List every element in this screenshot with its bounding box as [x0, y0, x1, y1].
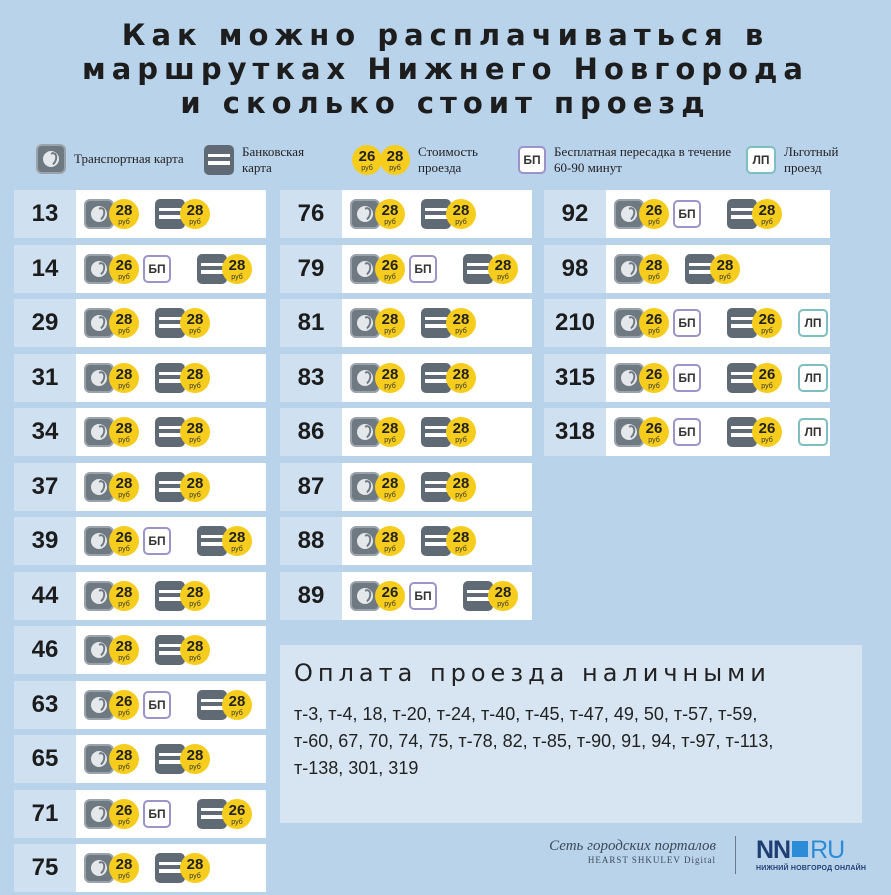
- price-coin-icon: 28 руб: [446, 199, 476, 229]
- route-payment-icons: [84, 299, 210, 347]
- route-number: 44: [14, 572, 76, 620]
- price-coin-icon: 28 руб: [375, 526, 405, 556]
- route-row: [280, 463, 532, 511]
- route-row: [280, 572, 532, 620]
- route-payment-icons: [84, 190, 210, 238]
- route-row: [544, 408, 830, 456]
- price-coin-icon: 28 руб: [109, 199, 139, 229]
- route-row: [14, 681, 266, 729]
- free-transfer-icon: БП: [143, 255, 171, 283]
- route-payment-icons: [84, 735, 210, 783]
- price-coin-icon: 28 руб: [109, 417, 139, 447]
- free-transfer-icon: БП: [673, 418, 701, 446]
- transport-card-icon: [36, 144, 66, 174]
- bank-card-icon: [204, 145, 234, 175]
- discount-icon: ЛП: [798, 309, 828, 337]
- title-line-2: маршрутках Нижнего Новгорода: [82, 52, 809, 86]
- price-coin-icon: 28 руб: [180, 472, 210, 502]
- route-payment-icons: [350, 517, 476, 565]
- route-row: [544, 245, 830, 293]
- price-coin-icon: 28 руб: [109, 581, 139, 611]
- coin-28-icon: 28 руб: [380, 145, 410, 175]
- price-coin-icon: 26 руб: [109, 526, 139, 556]
- route-number: 75: [14, 844, 76, 892]
- route-payment-icons: [350, 299, 476, 347]
- route-number: 34: [14, 408, 76, 456]
- route-number: 31: [14, 354, 76, 402]
- legend-discount-label: Льготный проезд: [784, 144, 839, 175]
- route-row: [14, 190, 266, 238]
- free-transfer-icon: БП: [143, 691, 171, 719]
- price-coin-icon: 26 руб: [639, 308, 669, 338]
- route-number: 13: [14, 190, 76, 238]
- price-coin-icon: 26 руб: [109, 254, 139, 284]
- title-line-1: Как можно расплачиваться в: [121, 18, 770, 52]
- route-row: [280, 408, 532, 456]
- route-number: 81: [280, 299, 342, 347]
- route-number: 76: [280, 190, 342, 238]
- legend-discount: [746, 144, 864, 176]
- route-payment-icons: [84, 245, 252, 293]
- price-coin-icon: 26 руб: [222, 799, 252, 829]
- route-row: [14, 790, 266, 838]
- price-coin-icon: 28 руб: [375, 472, 405, 502]
- discount-icon: ЛП: [746, 146, 776, 174]
- price-coin-icon: 28 руб: [180, 853, 210, 883]
- price-coin-icon: 28 руб: [180, 581, 210, 611]
- route-payment-icons: [350, 408, 476, 456]
- free-transfer-icon: БП: [518, 146, 546, 174]
- legend-bank-card-label: Банковская карта: [242, 144, 305, 175]
- network-line-2: HEARST SHKULEV Digital: [587, 855, 716, 865]
- price-coin-icon: 28 руб: [109, 363, 139, 393]
- route-row: [14, 626, 266, 674]
- price-coin-icon: 28 руб: [446, 526, 476, 556]
- route-row: [280, 517, 532, 565]
- price-coin-icon: 28 руб: [222, 526, 252, 556]
- route-number: 39: [14, 517, 76, 565]
- route-number: 83: [280, 354, 342, 402]
- route-payment-icons: [614, 408, 828, 456]
- route-payment-icons: [84, 844, 210, 892]
- route-number: 14: [14, 245, 76, 293]
- route-row: [544, 354, 830, 402]
- price-coin-icon: 26 руб: [752, 417, 782, 447]
- price-coin-icon: 26 руб: [375, 254, 405, 284]
- cash-payment-title: Оплата проезда наличными: [294, 659, 771, 687]
- route-row: [280, 299, 532, 347]
- route-number: 71: [14, 790, 76, 838]
- price-coin-icon: 28 руб: [375, 417, 405, 447]
- route-row: [14, 572, 266, 620]
- price-coin-icon: 28 руб: [446, 363, 476, 393]
- legend-transport-card: [36, 144, 184, 174]
- route-number: 79: [280, 245, 342, 293]
- route-payment-icons: [84, 572, 210, 620]
- route-number: 89: [280, 572, 342, 620]
- route-number: 37: [14, 463, 76, 511]
- legend-cost: [352, 144, 498, 176]
- price-coin-icon: 26 руб: [109, 799, 139, 829]
- price-coin-icon: 28 руб: [446, 308, 476, 338]
- route-number: 315: [544, 354, 606, 402]
- legend: [0, 144, 891, 188]
- route-row: [280, 245, 532, 293]
- footer-divider: [735, 836, 736, 874]
- route-number: 46: [14, 626, 76, 674]
- price-coin-icon: 28 руб: [222, 690, 252, 720]
- price-coin-icon: 28 руб: [375, 363, 405, 393]
- price-coin-icon: 28 руб: [446, 472, 476, 502]
- route-payment-icons: [84, 517, 252, 565]
- route-number: 87: [280, 463, 342, 511]
- legend-bank-card: [204, 144, 332, 176]
- price-coin-icon: 26 руб: [375, 581, 405, 611]
- price-coin-icon: 26 руб: [639, 363, 669, 393]
- free-transfer-icon: БП: [673, 364, 701, 392]
- route-payment-icons: [614, 190, 782, 238]
- price-coin-icon: 28 руб: [109, 853, 139, 883]
- network-credit: [522, 838, 716, 865]
- discount-icon: ЛП: [798, 364, 828, 392]
- route-payment-icons: [84, 408, 210, 456]
- cash-payment-routes: т-3, т-4, 18, т-20, т-24, т-40, т-45, т-47, 49, 50, т-57, т-59, т-60, 67, 70, 74, 75, т-78, 82, т-85, т-90, 91, 94, т-97, т-113, т-138, 301, 319: [294, 704, 774, 778]
- route-row: [544, 299, 830, 347]
- route-row: [544, 190, 830, 238]
- route-number: 29: [14, 299, 76, 347]
- route-payment-icons: [84, 354, 210, 402]
- route-payment-icons: [350, 572, 518, 620]
- cash-payment-box: [280, 645, 862, 823]
- route-payment-icons: [614, 245, 740, 293]
- price-coin-icon: 28 руб: [488, 581, 518, 611]
- route-row: [14, 844, 266, 892]
- price-coin-icon: 28 руб: [180, 199, 210, 229]
- title-line-3: и сколько стоит проезд: [180, 86, 711, 120]
- nn-ru-logo: NN RU НИЖНИЙ НОВГОРОД ОНЛАЙН: [756, 836, 867, 872]
- route-number: 86: [280, 408, 342, 456]
- free-transfer-icon: БП: [673, 200, 701, 228]
- route-payment-icons: [614, 299, 828, 347]
- price-coin-icon: 28 руб: [180, 308, 210, 338]
- free-transfer-icon: БП: [673, 309, 701, 337]
- price-coin-icon: 26 руб: [639, 417, 669, 447]
- price-coin-icon: 28 руб: [375, 199, 405, 229]
- price-coin-icon: 26 руб: [752, 363, 782, 393]
- route-number: 98: [544, 245, 606, 293]
- legend-free-transfer: [518, 144, 734, 176]
- price-coin-icon: 28 руб: [180, 417, 210, 447]
- price-coin-icon: 28 руб: [488, 254, 518, 284]
- route-payment-icons: [614, 354, 828, 402]
- route-number: 92: [544, 190, 606, 238]
- route-row: [14, 299, 266, 347]
- price-coin-icon: 28 руб: [446, 417, 476, 447]
- discount-icon: ЛП: [798, 418, 828, 446]
- free-transfer-icon: БП: [409, 255, 437, 283]
- route-payment-icons: [350, 245, 518, 293]
- coin-26-icon: 26 руб: [352, 145, 382, 175]
- route-row: [280, 354, 532, 402]
- price-coin-icon: 28 руб: [710, 254, 740, 284]
- route-row: [14, 517, 266, 565]
- price-coin-icon: 28 руб: [222, 254, 252, 284]
- route-payment-icons: [84, 681, 252, 729]
- network-line-1: Сеть городских порталов: [549, 838, 716, 854]
- price-coin-icon: 28 руб: [109, 635, 139, 665]
- route-row: [14, 463, 266, 511]
- free-transfer-icon: БП: [143, 800, 171, 828]
- price-coin-icon: 28 руб: [180, 744, 210, 774]
- legend-free-transfer-label: Бесплатная пересадка в течение 60-90 минут: [554, 144, 732, 175]
- route-row: [14, 245, 266, 293]
- price-coin-icon: 26 руб: [639, 199, 669, 229]
- price-coin-icon: 28 руб: [180, 363, 210, 393]
- price-coin-icon: 28 руб: [109, 744, 139, 774]
- route-payment-icons: [350, 463, 476, 511]
- price-coin-icon: 28 руб: [109, 308, 139, 338]
- route-number: 210: [544, 299, 606, 347]
- price-coin-icon: 28 руб: [180, 635, 210, 665]
- route-number: 63: [14, 681, 76, 729]
- page-title: [0, 18, 891, 120]
- free-transfer-icon: БП: [409, 582, 437, 610]
- route-row: [14, 408, 266, 456]
- route-row: [14, 735, 266, 783]
- route-payment-icons: [84, 463, 210, 511]
- route-row: [280, 190, 532, 238]
- route-number: 65: [14, 735, 76, 783]
- route-payment-icons: [84, 790, 252, 838]
- price-coin-icon: 28 руб: [752, 199, 782, 229]
- route-number: 318: [544, 408, 606, 456]
- price-coin-icon: 28 руб: [639, 254, 669, 284]
- route-row: [14, 354, 266, 402]
- price-coin-icon: 26 руб: [109, 690, 139, 720]
- price-coin-icon: 28 руб: [375, 308, 405, 338]
- price-coin-icon: 26 руб: [752, 308, 782, 338]
- price-coin-icon: 28 руб: [109, 472, 139, 502]
- free-transfer-icon: БП: [143, 527, 171, 555]
- route-payment-icons: [84, 626, 210, 674]
- route-number: 88: [280, 517, 342, 565]
- route-payment-icons: [350, 190, 476, 238]
- legend-transport-card-label: Транспортная карта: [74, 151, 184, 166]
- legend-cost-label: Стоимость проезда: [418, 144, 478, 175]
- route-payment-icons: [350, 354, 476, 402]
